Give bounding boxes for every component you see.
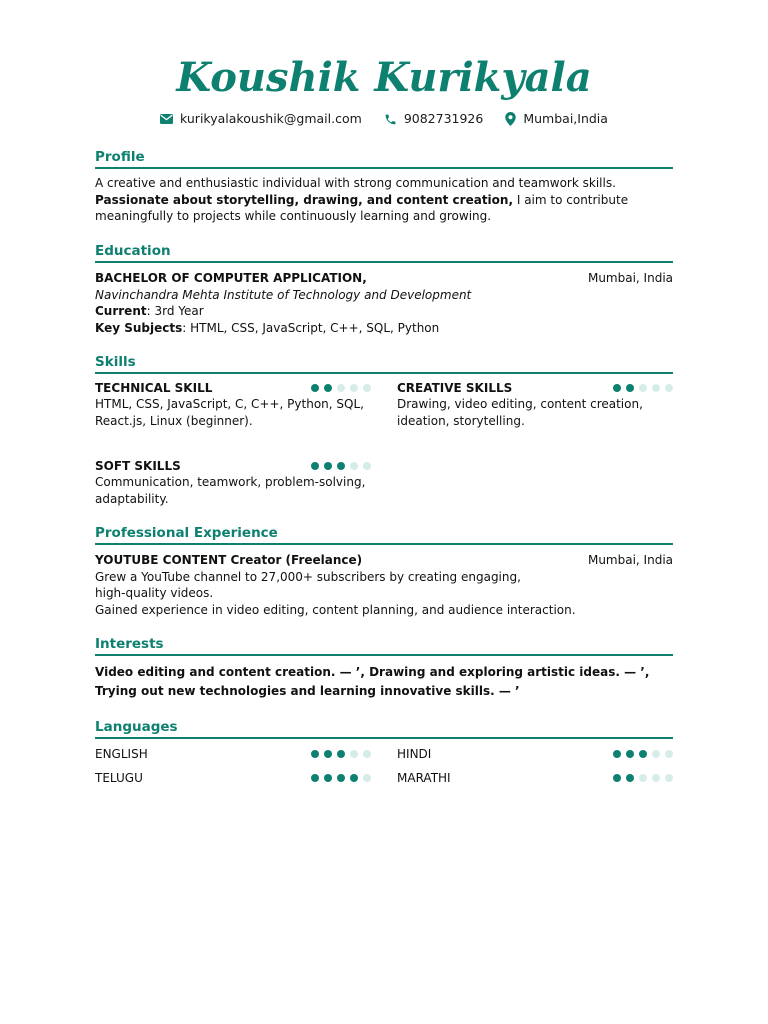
skill-name: CREATIVE SKILLS [397, 380, 513, 395]
language-english [95, 745, 371, 762]
rating-dot-empty [665, 384, 673, 392]
experience-heading: Professional Experience [95, 524, 673, 545]
rating-dot-empty [665, 774, 673, 782]
profile-section [95, 148, 673, 225]
current-value: : 3rd Year [146, 304, 204, 318]
rating-dot-filled [311, 750, 319, 758]
candidate-name: Koushik Kurikyala [176, 54, 592, 101]
education-header-row [95, 270, 673, 287]
rating-dot-empty [639, 384, 647, 392]
profile-text [95, 175, 673, 225]
rating-dot-empty [363, 774, 371, 782]
skill-name: SOFT SKILLS [95, 458, 181, 473]
skill-technical [95, 379, 371, 429]
subjects-label: Key Subjects [95, 320, 183, 335]
degree-title: BACHELOR OF COMPUTER APPLICATION, [95, 271, 367, 285]
education-location: Mumbai, India [587, 271, 673, 285]
language-marathi [397, 769, 673, 786]
rating-dot-filled [613, 750, 621, 758]
skill-soft [95, 457, 371, 507]
rating-dot-empty [337, 384, 345, 392]
language-hindi [397, 745, 673, 762]
rating-dot-empty [363, 750, 371, 758]
map-pin-icon [505, 112, 516, 126]
skill-description: HTML, CSS, JavaScript, C, C++, Python, SQL, React.js, Linux (beginner). [95, 397, 364, 428]
institute-name: Navinchandra Mehta Institute of Technology and Development [95, 287, 472, 302]
language-name: TELUGU [95, 770, 143, 785]
rating-dot-filled [626, 384, 634, 392]
rating-dot-empty [350, 750, 358, 758]
contact-phone[interactable] [384, 110, 484, 128]
rating-dot-empty [652, 384, 660, 392]
language-rating [608, 774, 673, 782]
rating-dot-filled [350, 774, 358, 782]
rating-dot-empty [665, 750, 673, 758]
phone-text: 9082731926 [403, 111, 484, 126]
rating-dot-filled [324, 750, 332, 758]
rating-dot-empty [350, 384, 358, 392]
rating-dot-empty [652, 750, 660, 758]
interests-heading: Interests [95, 635, 673, 656]
profile-text-part2: I aim to contribute meaningfully to projects while continuously learning and growing. [95, 192, 629, 223]
interests-section [95, 635, 673, 701]
rating-dot-empty [363, 462, 371, 470]
job-location: Mumbai, India [587, 553, 673, 567]
language-rating [306, 750, 371, 758]
rating-dot-filled [626, 750, 634, 758]
contact-location [505, 110, 608, 128]
rating-dot-filled [337, 750, 345, 758]
rating-dot-empty [350, 462, 358, 470]
skill-name: TECHNICAL SKILL [95, 380, 213, 395]
language-telugu [95, 769, 371, 786]
skill-creative [397, 379, 673, 429]
languages-section [95, 718, 673, 798]
languages-heading: Languages [95, 718, 673, 739]
skill-rating [306, 384, 371, 392]
rating-dot-filled [311, 384, 319, 392]
rating-dot-filled [324, 384, 332, 392]
contact-email[interactable] [160, 110, 362, 128]
education-section [95, 242, 673, 336]
language-rating [306, 774, 371, 782]
skills-section [95, 353, 673, 506]
rating-dot-filled [613, 384, 621, 392]
skill-description: Drawing, video editing, content creation, ideation, storytelling. [397, 397, 643, 428]
rating-dot-filled [311, 774, 319, 782]
skill-rating [608, 384, 673, 392]
subjects-value: : HTML, CSS, JavaScript, C++, SQL, Python [182, 320, 440, 335]
experience-line-2: Gained experience in video editing, content planning, and audience interaction. [95, 602, 576, 617]
envelope-icon [160, 114, 173, 124]
skill-rating [306, 462, 371, 470]
rating-dot-filled [337, 774, 345, 782]
key-subjects [95, 320, 673, 337]
experience-header-row [95, 552, 673, 569]
profile-text-bold: Passionate about storytelling, drawing, and content creation, [95, 192, 514, 207]
rating-dot-filled [613, 774, 621, 782]
rating-dot-filled [311, 462, 319, 470]
experience-section [95, 524, 673, 618]
language-rating [608, 750, 673, 758]
interests-text: Video editing and content creation. — ’, Drawing and exploring artistic ideas. — ’, Trying out new technologies and learning innovative skills. — ’ [95, 665, 650, 698]
rating-dot-filled [324, 462, 332, 470]
rating-dot-filled [639, 750, 647, 758]
rating-dot-empty [652, 774, 660, 782]
rating-dot-empty [639, 774, 647, 782]
education-heading: Education [95, 242, 673, 263]
language-name: MARATHI [397, 770, 451, 785]
phone-icon [384, 113, 397, 126]
job-role: YOUTUBE CONTENT Creator (Freelance) [95, 553, 363, 567]
current-year [95, 303, 673, 320]
email-text: kurikyalakoushik@gmail.com [180, 111, 362, 126]
experience-line-1: Grew a YouTube channel to 27,000+ subscribers by creating engaging, high-quality videos. [95, 569, 521, 600]
language-name: ENGLISH [95, 746, 148, 761]
skills-heading: Skills [95, 353, 673, 374]
location-text: Mumbai,India [523, 111, 608, 126]
rating-dot-filled [324, 774, 332, 782]
skill-description: Communication, teamwork, problem-solving, adaptability. [95, 475, 366, 506]
rating-dot-filled [626, 774, 634, 782]
language-name: HINDI [397, 746, 432, 761]
contact-bar [0, 110, 768, 128]
current-label: Current [95, 304, 147, 318]
profile-heading: Profile [95, 148, 673, 169]
rating-dot-empty [363, 384, 371, 392]
profile-text-part1: A creative and enthusiastic individual with strong communication and teamwork skills. [95, 176, 616, 190]
rating-dot-filled [337, 462, 345, 470]
